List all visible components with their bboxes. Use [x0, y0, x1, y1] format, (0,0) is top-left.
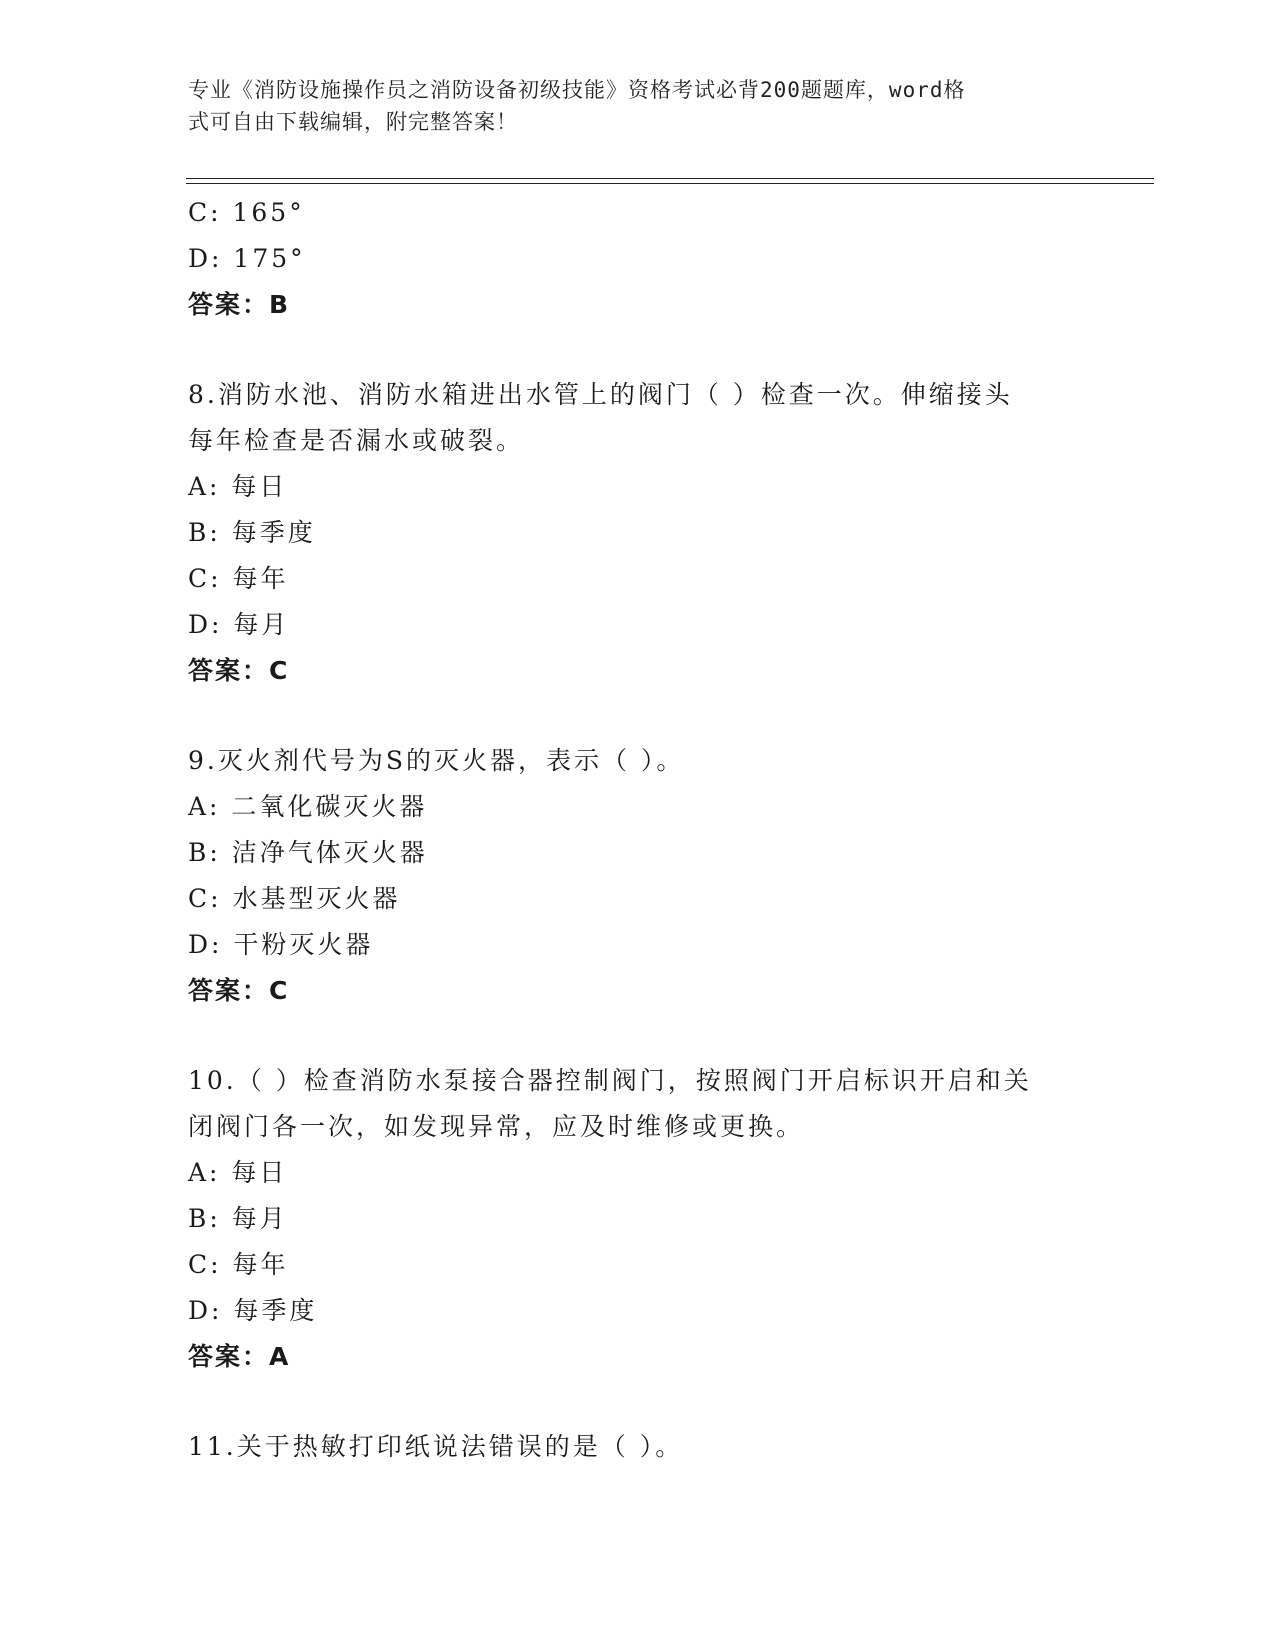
option-c: C: 165°	[188, 198, 305, 227]
option-a: A: 每日	[188, 472, 288, 501]
header-rule-top	[186, 178, 1154, 179]
option-a: A: 每日	[188, 1158, 288, 1187]
question-text: 8.消防水池、消防水箱进出水管上的阀门（ ）检查一次。伸缩接头	[188, 380, 1013, 409]
question-block	[188, 738, 1088, 1014]
option-b: B: 洁净气体灭火器	[188, 838, 428, 867]
question-text: 每年检查是否漏水或破裂。	[188, 426, 525, 455]
option-d: D: 每季度	[188, 1296, 318, 1325]
option-c: C: 水基型灭火器	[188, 884, 401, 913]
option-d: D: 每月	[188, 610, 290, 639]
option-c: C: 每年	[188, 1250, 289, 1279]
document-header	[188, 74, 1078, 138]
option-b: B: 每月	[188, 1204, 288, 1233]
question-text: 10.（ ）检查消防水泵接合器控制阀门，按照阀门开启标识开启和关	[188, 1066, 1032, 1095]
answer-line: 答案：C	[188, 976, 290, 1005]
question-block	[188, 190, 1088, 328]
answer-line: 答案：A	[188, 1342, 291, 1371]
option-c: C: 每年	[188, 564, 289, 593]
option-a: A: 二氧化碳灭火器	[188, 792, 428, 821]
option-d: D: 干粉灭火器	[188, 930, 374, 959]
answer-line: 答案：C	[188, 656, 290, 685]
option-b: B: 每季度	[188, 518, 316, 547]
question-block	[188, 1424, 1088, 1470]
question-text: 闭阀门各一次，如发现异常，应及时维修或更换。	[188, 1112, 805, 1141]
question-block	[188, 1058, 1088, 1380]
question-list	[188, 190, 1088, 1470]
question-text: 11.关于热敏打印纸说法错误的是（ ）。	[188, 1432, 684, 1461]
header-line-1: 专业《消防设施操作员之消防设备初级技能》资格考试必背200题题库，word格	[188, 78, 966, 102]
option-d: D: 175°	[188, 244, 306, 273]
question-block	[188, 372, 1088, 694]
header-rule-bottom	[186, 183, 1154, 184]
question-text: 9.灭火剂代号为S的灭火器，表示（ ）。	[188, 746, 685, 775]
answer-line: 答案：B	[188, 290, 291, 319]
header-line-2: 式可自由下载编辑，附完整答案！	[188, 110, 518, 134]
